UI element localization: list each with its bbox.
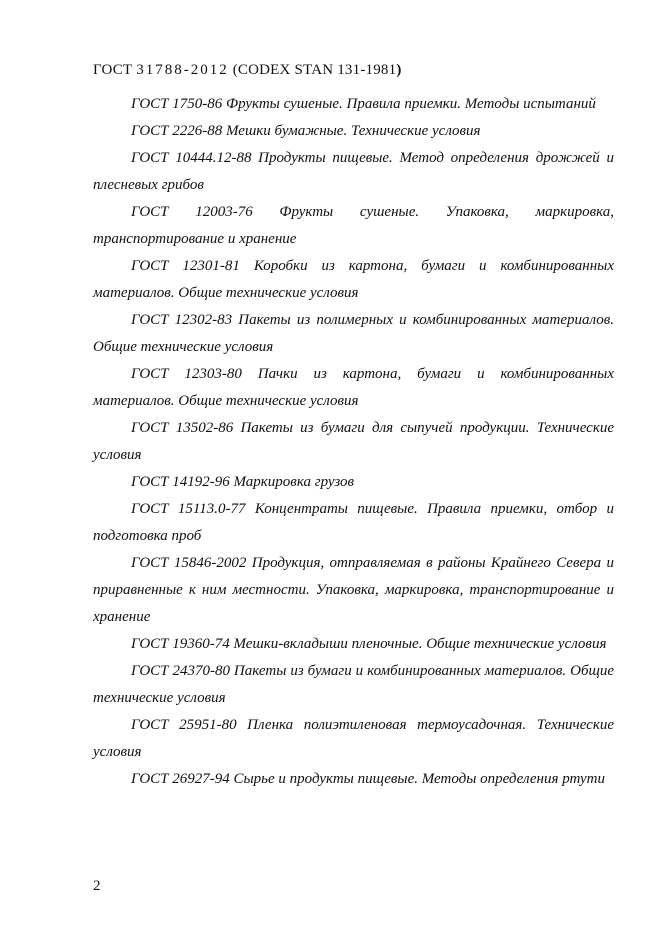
reference-entry: ГОСТ 2226-88 Мешки бумажные. Технические условия [131, 123, 481, 139]
header-gost-label: ГОСТ [93, 62, 133, 78]
page-header [93, 62, 402, 79]
reference-entry: ГОСТ 26927-94 Сырье и продукты пищевые. Методы определения ртути [131, 771, 605, 787]
reference-entry: ГОСТ 12303-80 Пачки из картона, бумаги и комбинированных материалов. Общие технические условия [93, 366, 614, 409]
reference-entry: ГОСТ 15846-2002 Продукция, отправляемая в районы Крайнего Севера и приравненные к ним местности. Упаковка, маркировка, транспортирование и хранение [93, 555, 614, 625]
reference-entry: ГОСТ 14192-96 Маркировка грузов [131, 474, 354, 490]
reference-entry: ГОСТ 24370-80 Пакеты из бумаги и комбинированных материалов. Общие технические условия [93, 663, 614, 706]
reference-entry: ГОСТ 12302-83 Пакеты из полимерных и комбинированных материалов. Общие технические условия [93, 312, 614, 355]
header-doc-number: 31788-2012 [136, 62, 229, 78]
reference-entry: ГОСТ 15113.0-77 Концентраты пищевые. Правила приемки, отбор и подготовка проб [93, 501, 614, 544]
reference-entry: ГОСТ 10444.12-88 Продукты пищевые. Метод определения дрожжей и плесневых грибов [93, 150, 614, 193]
reference-entry: ГОСТ 1750-86 Фрукты сушеные. Правила приемки. Методы испытаний [131, 96, 596, 112]
normative-references-list [93, 91, 614, 793]
reference-entry: ГОСТ 25951-80 Пленка полиэтиленовая термоусадочная. Технические условия [93, 717, 614, 760]
reference-entry: ГОСТ 12301-81 Коробки из картона, бумаги и комбинированных материалов. Общие технические условия [93, 258, 614, 301]
reference-entry: ГОСТ 12003-76 Фрукты сушеные. Упаковка, маркировка, транспортирование и хранение [93, 204, 614, 247]
header-codex-open: (CODEX STAN 131-1981 [232, 62, 397, 78]
page-number: 2 [93, 878, 101, 894]
reference-entry: ГОСТ 19360-74 Мешки-вкладыши пленочные. Общие технические условия [131, 636, 607, 652]
reference-entry: ГОСТ 13502-86 Пакеты из бумаги для сыпучей продукции. Технические условия [93, 420, 614, 463]
header-codex-close: ) [396, 62, 402, 78]
